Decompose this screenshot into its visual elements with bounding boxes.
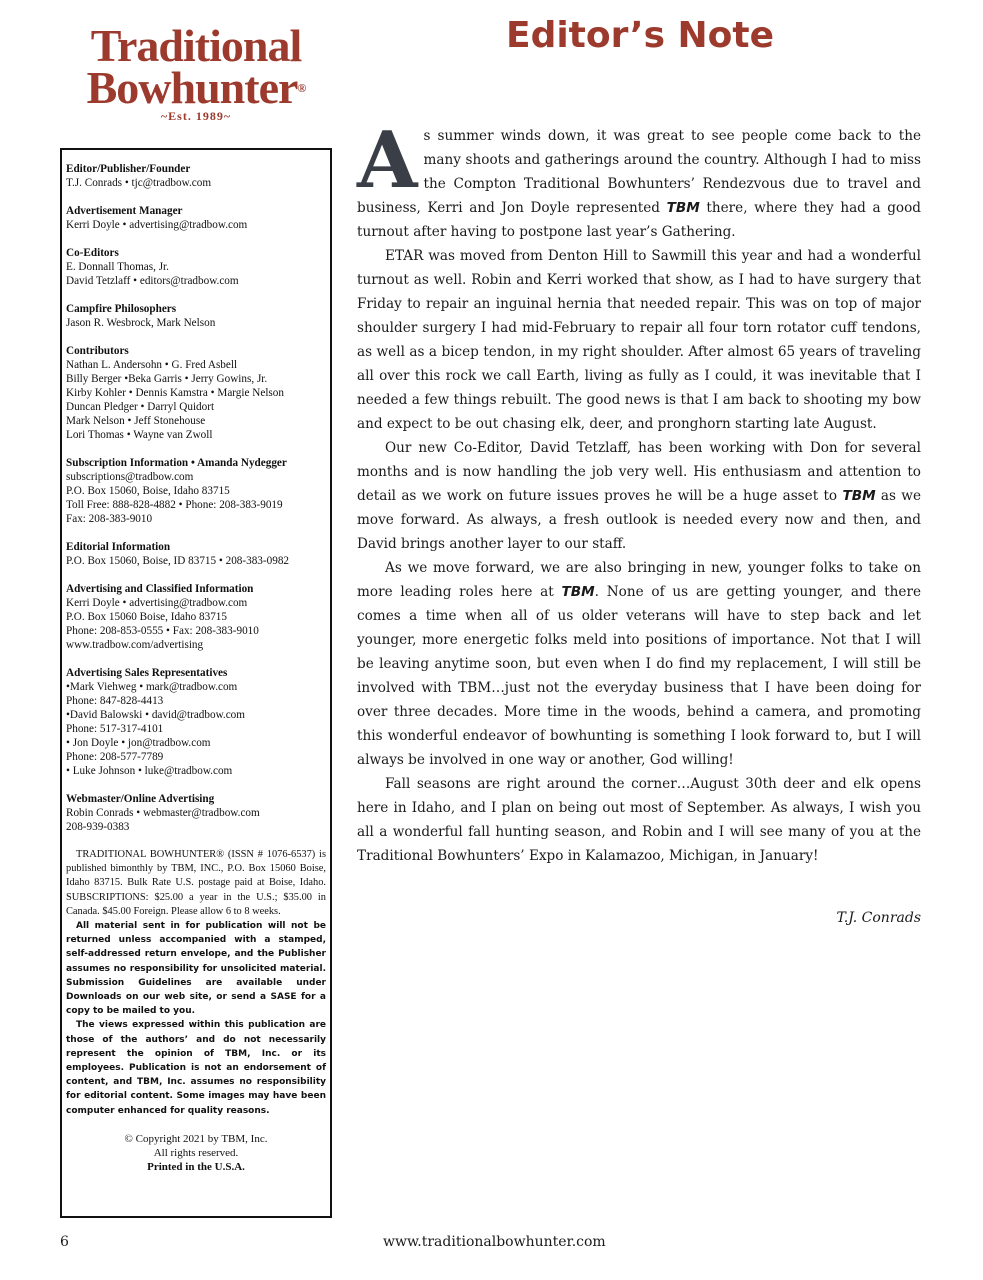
masthead-heading: Editorial Information [66, 541, 171, 553]
logo-established: ~Est. 1989~ [160, 109, 232, 123]
masthead-line: •David Balowski • david@tradbow.com [66, 709, 245, 721]
page-title: Editor’s Note [505, 15, 775, 56]
article-paragraph: Our new Co-Editor, David Tetzlaff, has been working with Don for several months and is now handling the job very well. His enthusiasm and attention to detail as we work on future issues proves he will be a huge asset to TBM as we move forward. As always, a fresh outlook is needed every now and then, and David brings another layer to our staff. [357, 440, 921, 552]
article-paragraph: As we move forward, we are also bringing in new, younger folks to take on more leading roles here at TBM. None of us are getting younger, and there comes a time when all of us older veterans will have to step back and let younger, more energetic folks meld into positions of importance. Not that I will be leaving anytime soon, but even when I do find my replacement, I will still be involved with TBM…just not the everyday business that I have been doing for over three decades. More time in the woods, behind a camera, and promoting this wonderful endeavor of bowhunting is something I look forward to, but I will always be involved in one way or another, God willing! [357, 560, 922, 768]
masthead-heading: Campfire Philosophers [66, 303, 177, 315]
masthead-heading: Advertisement Manager [66, 205, 183, 217]
masthead-line: 208-939-0383 [66, 821, 130, 833]
page-number: 6 [60, 1234, 69, 1250]
footer-url[interactable]: www.traditionalbowhunter.com [383, 1234, 606, 1250]
masthead-line: P.O. Box 15060 Boise, Idaho 83715 [66, 611, 227, 623]
author-signature: T.J. Conrads [836, 910, 921, 926]
masthead-heading: Advertising and Classified Information [66, 583, 254, 595]
magazine-logo [58, 20, 334, 126]
legal-paragraph: The views expressed within this publication are those of the authors’ and do not necessarily represent the opinion of TBM, Inc. or its employees. Publication is not an endorsement of content, and TBM, Inc. assumes no responsibility for editorial content. Some images may have been computer enhanced for quality reasons. [66, 1020, 326, 1116]
masthead-heading: Webmaster/Online Advertising [66, 793, 215, 805]
drop-cap: A [357, 115, 418, 206]
article-paragraph: ETAR was moved from Denton Hill to Sawmill this year and had a wonderful turnout as well. Robin and Kerri worked that show, as I had to have surgery that Friday to repair an inguinal hernia that needed repair. This was on top of major shoulder surgery I had mid-February to repair all four torn rotator cuff tendons, as well as a bicep tendon, in my right shoulder. After almost 65 years of traveling all over this rock we call Earth, living as fully as I could, it was inevitable that I needed a few things rebuilt. The good news is that I am back to shooting my bow and expect to be out chasing elk, deer, and pronghorn starting late August. [357, 248, 921, 432]
masthead-heading: Advertising Sales Representatives [66, 667, 228, 679]
masthead-section [66, 344, 326, 442]
article-paragraph: Fall seasons are right around the corner…August 30th deer and elk opens here in Idaho, and I plan on being out most of September. As always, I wish you all a wonderful fall hunting season, and Robin and I will see many of you at the Traditional Bowhunters’ Expo in Kalamazoo, Michigan, in January! [357, 776, 921, 864]
masthead-line: Phone: 517-317-4101 [66, 723, 164, 735]
masthead-section [66, 456, 326, 526]
masthead-line: • Jon Doyle • jon@tradbow.com [66, 737, 211, 749]
masthead-line: David Tetzlaff • editors@tradbow.com [66, 275, 239, 287]
masthead-line: •Mark Viehweg • mark@tradbow.com [66, 681, 238, 693]
masthead-section [66, 582, 326, 652]
logo-line-2: Bowhunter® [86, 62, 306, 113]
masthead-section [66, 666, 326, 778]
masthead-heading: Editor/Publisher/Founder [66, 163, 191, 175]
masthead-line: P.O. Box 15060, Boise, ID 83715 • 208-383-0982 [66, 555, 290, 567]
masthead-line: Jason R. Wesbrock, Mark Nelson [66, 317, 216, 329]
masthead-line: Kerri Doyle • advertising@tradbow.com [66, 597, 248, 609]
masthead-line: Fax: 208-383-9010 [66, 513, 153, 525]
masthead-line: Phone: 208-853-0555 • Fax: 208-383-9010 [66, 625, 259, 637]
masthead-line: P.O. Box 15060, Boise, Idaho 83715 [66, 485, 230, 497]
masthead-sections [66, 162, 326, 834]
masthead-section [66, 204, 326, 232]
masthead-line: Kerri Doyle • advertising@tradbow.com [66, 219, 248, 231]
masthead-box [60, 148, 332, 1218]
masthead-line: Mark Nelson • Jeff Stonehouse [66, 415, 206, 427]
legal-notice [66, 848, 326, 1118]
masthead-line: Phone: 847-828-4413 [66, 695, 164, 707]
masthead-line: subscriptions@tradbow.com [66, 471, 194, 483]
logo-line-1: Traditional [90, 20, 302, 71]
masthead-section [66, 302, 326, 330]
masthead-section [66, 246, 326, 288]
legal-paragraph: All material sent in for publication will not be returned unless accompanied with a stamped, self-addressed return envelope, and the Publisher assumes no responsibility for unsolicited material. Submission Guidelines are available under Downloads on our web site, or send a SASE for a copy to be mailed to you. [66, 921, 326, 1017]
article-body [357, 115, 922, 868]
masthead-heading: Co-Editors [66, 247, 119, 259]
masthead-section [66, 162, 326, 190]
masthead-line: T.J. Conrads • tjc@tradbow.com [66, 177, 212, 189]
article-paragraph: As summer winds down, it was great to see people come back to the many shoots and gatherings around the country. Although I had to miss the Compton Traditional Bowhunters’ Rendezvous due to travel and business, Kerri and Jon Doyle represented TBM there, where they had a good turnout after having to postpone last year’s Gathering. [357, 115, 921, 240]
masthead-line: Kirby Kohler • Dennis Kamstra • Margie Nelson [66, 387, 284, 399]
masthead-line: E. Donnall Thomas, Jr. [66, 261, 169, 273]
masthead-line: www.tradbow.com/advertising [66, 639, 204, 651]
copyright-block [66, 1132, 326, 1174]
copyright-line: All rights reserved. [153, 1146, 239, 1159]
copyright-line: © Copyright 2021 by TBM, Inc. [124, 1132, 268, 1145]
masthead-section [66, 540, 326, 568]
masthead-line: Phone: 208-577-7789 [66, 751, 164, 763]
copyright-line: Printed in the U.S.A. [147, 1160, 245, 1173]
masthead-line: Toll Free: 888-828-4882 • Phone: 208-383-9019 [66, 499, 283, 511]
masthead-line: Lori Thomas • Wayne van Zwoll [66, 429, 213, 441]
legal-paragraph: TRADITIONAL BOWHUNTER® (ISSN # 1076-6537) is published bimonthly by TBM, INC., P.O. Box 15060 Boise, Idaho 83715. Bulk Rate U.S. postage paid at Boise, Idaho. SUBSCRIPTIONS: $25.00 a year in the U.S.; $35.00 in Canada. $45.00 Foreign. Please allow 6 to 8 weeks. [66, 849, 326, 917]
masthead-heading: Contributors [66, 345, 129, 357]
masthead-heading: Subscription Information • Amanda Nydegger [66, 457, 287, 469]
masthead-line: Robin Conrads • webmaster@tradbow.com [66, 807, 260, 819]
masthead-line: • Luke Johnson • luke@tradbow.com [66, 765, 233, 777]
masthead-line: Nathan L. Andersohn • G. Fred Asbell [66, 359, 238, 371]
masthead-line: Duncan Pledger • Darryl Quidort [66, 401, 215, 413]
masthead-line: Billy Berger •Beka Garris • Jerry Gowins, Jr. [66, 373, 268, 385]
masthead-section [66, 792, 326, 834]
